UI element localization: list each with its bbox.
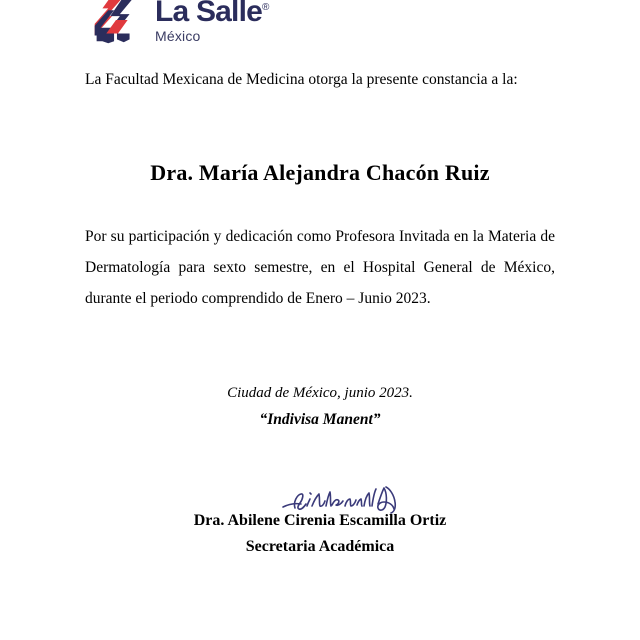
la-salle-arch-mark-icon [85, 0, 147, 49]
recipient-name: Dra. María Alejandra Chacón Ruiz [150, 160, 490, 185]
logo-wordmark [155, 0, 269, 45]
signer-role: Secretaria Académica [245, 538, 395, 555]
registered-trademark-icon: ® [262, 2, 270, 14]
logo-brand-name: La Salle® [155, 0, 270, 29]
la-salle-logo [85, 0, 285, 54]
body-paragraph: Por su participación y dedicación como Profesora Invitada en la Materia de Dermatología para sexto semestre, en el Hospital General de México, durante el periodo comprendido de Enero – Junio 2023. [85, 228, 555, 307]
signer-name: Dra. Abilene Cirenia Escamilla Ortiz [193, 512, 447, 529]
logo-campus-name: México [155, 28, 201, 45]
place-and-date: Ciudad de México, junio 2023. [227, 385, 413, 401]
institutional-motto: “Indivisa Manent” [259, 411, 381, 428]
intro-text: La Facultad Mexicana de Medicina otorga la presente constancia a la: [85, 71, 518, 88]
